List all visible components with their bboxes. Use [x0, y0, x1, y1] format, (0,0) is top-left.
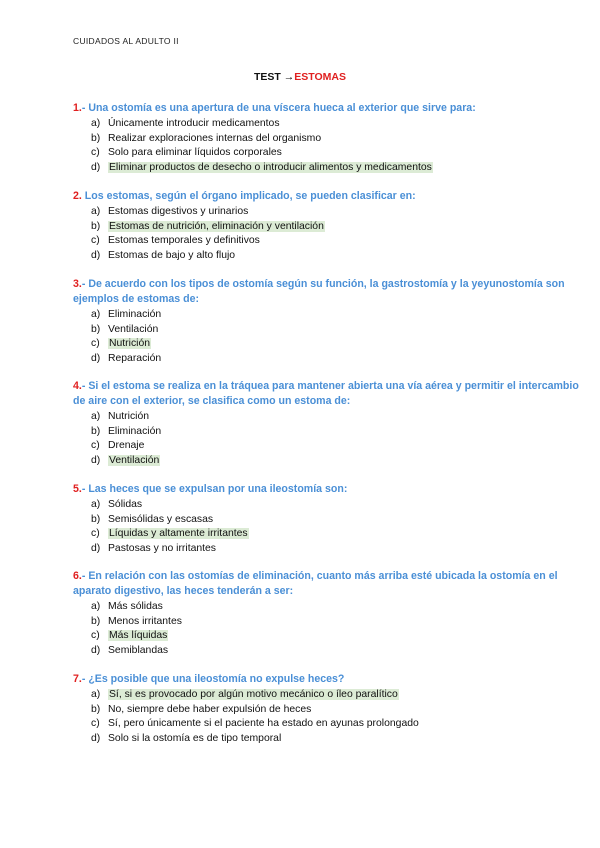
answer-option	[91, 205, 583, 220]
option-text: Semisólidas y escasas	[108, 513, 214, 525]
option-list	[73, 600, 583, 658]
answer-option	[91, 220, 583, 235]
answer-option	[91, 498, 583, 513]
option-letter: a)	[91, 206, 101, 217]
option-text: Estomas digestivos y urinarios	[108, 206, 249, 217]
question-statement: - Si el estoma se realiza en la tráquea para mantener abierta una vía aérea y permitir el intercambio de aire con el exterior, se clasifica como un estoma de:	[73, 380, 579, 407]
answer-option	[91, 688, 583, 703]
option-text: Ventilación	[108, 323, 159, 335]
answer-option	[91, 308, 583, 323]
option-text: Más sólidas	[108, 601, 163, 612]
option-text: Solo para eliminar líquidos corporales	[108, 147, 282, 159]
option-text: Solo si la ostomía es de tipo temporal	[108, 732, 282, 744]
question-number: 2.	[73, 190, 82, 202]
question-text	[73, 379, 583, 409]
question-statement: - ¿Es posible que una ileostomía no expulse heces?	[81, 673, 345, 685]
question-number: 7.	[73, 673, 82, 685]
option-letter: c)	[91, 528, 100, 540]
option-text: Menos irritantes	[108, 615, 182, 627]
option-letter: b)	[91, 703, 101, 715]
answer-option	[91, 234, 583, 249]
option-text: Estomas temporales y definitivos	[108, 235, 260, 247]
option-letter: d)	[91, 352, 101, 364]
correct-option-text: Nutrición	[109, 338, 150, 350]
option-letter: b)	[91, 323, 101, 335]
question-statement: - De acuerdo con los tipos de ostomía según su función, la gastrostomía y la yeyunostomía son ejemplos de estomas de:	[73, 278, 565, 305]
question-1	[73, 101, 583, 175]
option-letter: c)	[91, 235, 100, 247]
option-text: Reparación	[108, 352, 162, 364]
option-text: No, siempre debe haber expulsión de heces	[108, 703, 312, 715]
question-number: 5.	[73, 483, 82, 495]
question-6	[73, 569, 583, 658]
answer-option	[91, 703, 583, 718]
option-letter: d)	[91, 454, 101, 466]
question-text	[73, 482, 583, 497]
option-text: Estomas de bajo y alto flujo	[108, 249, 236, 261]
question-number: 6.	[73, 570, 82, 582]
option-text: Eliminación	[108, 425, 162, 437]
arrow-icon: →	[283, 71, 295, 83]
option-list	[73, 498, 583, 556]
option-letter: b)	[91, 132, 101, 144]
question-7	[73, 672, 583, 746]
option-letter: a)	[91, 309, 101, 320]
option-text: Drenaje	[108, 440, 145, 452]
correct-option-text: Líquidas y altamente irritantes	[109, 528, 248, 540]
answer-option	[91, 732, 583, 747]
option-text: Pastosas y no irritantes	[108, 542, 216, 554]
question-5	[73, 482, 583, 556]
option-letter: a)	[91, 499, 101, 510]
answer-option	[91, 600, 583, 615]
answer-option	[91, 323, 583, 338]
answer-option	[91, 454, 583, 469]
option-text: Eliminación	[108, 309, 162, 320]
option-letter: c)	[91, 630, 100, 642]
option-text: Semiblandas	[108, 644, 169, 656]
option-letter: c)	[91, 338, 100, 350]
option-letter: b)	[91, 615, 101, 627]
answer-option	[91, 352, 583, 367]
option-letter: a)	[91, 689, 101, 700]
option-letter: a)	[91, 601, 101, 612]
correct-option-text: Más líquidas	[109, 630, 168, 642]
option-text: Realizar exploraciones internas del organismo	[108, 132, 322, 144]
answer-option	[91, 410, 583, 425]
question-number: 4.	[73, 380, 82, 392]
question-number: 3.	[73, 278, 82, 290]
question-2	[73, 189, 583, 263]
correct-option-text: Estomas de nutrición, eliminación y ventilación	[109, 220, 324, 232]
option-list	[73, 688, 583, 746]
option-letter: b)	[91, 513, 101, 525]
option-letter: d)	[91, 542, 101, 554]
option-letter: c)	[91, 440, 100, 452]
answer-option	[91, 629, 583, 644]
question-statement: Los estomas, según el órgano implicado, se pueden clasificar en:	[81, 190, 416, 202]
page-title	[0, 71, 600, 83]
option-letter: a)	[91, 411, 101, 422]
correct-option-text: Eliminar productos de desecho o introducir alimentos y medicamentos	[109, 161, 432, 173]
correct-option-text: Ventilación	[109, 454, 160, 466]
option-letter: c)	[91, 147, 100, 159]
option-list	[73, 117, 583, 175]
question-number: 1.	[73, 102, 82, 114]
answer-option	[91, 513, 583, 528]
option-text: Únicamente introducir medicamentos	[108, 118, 280, 129]
question-text	[73, 101, 583, 116]
option-text: Sólidas	[108, 499, 143, 510]
option-list	[73, 410, 583, 468]
answer-option	[91, 161, 583, 176]
title-prefix: TEST	[254, 71, 281, 83]
option-letter: c)	[91, 718, 100, 730]
option-list	[73, 205, 583, 263]
question-text	[73, 672, 583, 687]
option-letter: d)	[91, 644, 101, 656]
option-letter: d)	[91, 249, 101, 261]
correct-option-text: Sí, si es provocado por algún motivo mecánico o íleo paralítico	[109, 689, 398, 700]
question-statement: - Las heces que se expulsan por una ileostomía son:	[81, 483, 348, 495]
question-statement: - En relación con las ostomías de eliminación, cuanto más arriba esté ubicada la ostomía en el aparato digestivo, las heces tenderán a ser:	[73, 570, 558, 597]
question-statement: - Una ostomía es una apertura de una víscera hueca al exterior que sirve para:	[81, 102, 476, 114]
page-header: CUIDADOS AL ADULTO II	[73, 36, 179, 46]
question-text	[73, 569, 583, 599]
answer-option	[91, 717, 583, 732]
answer-option	[91, 117, 583, 132]
question-3	[73, 277, 583, 366]
option-letter: d)	[91, 732, 101, 744]
option-letter: a)	[91, 118, 101, 129]
answer-option	[91, 249, 583, 264]
question-text	[73, 189, 583, 204]
answer-option	[91, 615, 583, 630]
answer-option	[91, 132, 583, 147]
answer-option	[91, 337, 583, 352]
title-topic: ESTOMAS	[294, 71, 346, 83]
option-list	[73, 308, 583, 366]
answer-option	[91, 527, 583, 542]
question-text	[73, 277, 583, 307]
question-4	[73, 379, 583, 468]
answer-option	[91, 146, 583, 161]
answer-option	[91, 425, 583, 440]
option-letter: d)	[91, 161, 101, 173]
answer-option	[91, 542, 583, 557]
option-text: Sí, pero únicamente si el paciente ha estado en ayunas prolongado	[108, 718, 419, 730]
option-letter: b)	[91, 220, 101, 232]
answer-option	[91, 439, 583, 454]
option-text: Nutrición	[108, 411, 149, 422]
option-letter: b)	[91, 425, 101, 437]
answer-option	[91, 644, 583, 659]
